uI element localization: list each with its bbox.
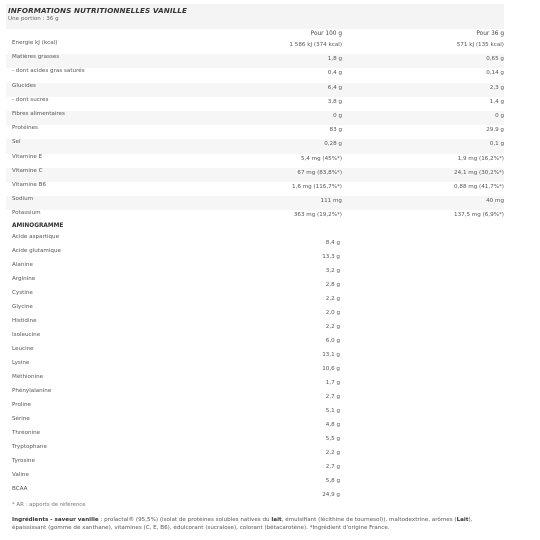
value-per100: 111 mg — [320, 198, 342, 205]
amino-label: Méthionine — [12, 374, 44, 380]
nutrition-row — [6, 182, 504, 196]
amino-value: 6,0 g — [325, 338, 340, 344]
amino-row — [6, 262, 340, 276]
amino-row — [6, 430, 340, 444]
value-per36: 0,88 mg (41,7%*) — [454, 184, 504, 190]
nutrition-row — [6, 111, 504, 125]
amino-row — [6, 332, 340, 346]
amino-label: Cystine — [12, 290, 33, 296]
value-per100: 0 g — [333, 113, 342, 119]
nutrition-row — [6, 97, 504, 111]
nutrient-label: - dont sucres — [12, 96, 49, 103]
amino-value: 3,2 g — [325, 268, 340, 274]
nutrition-row — [6, 40, 504, 54]
amino-label: Histidine — [12, 318, 37, 324]
amino-label: Glycine — [12, 304, 33, 310]
amino-label: Tyrosine — [12, 458, 35, 464]
amino-row — [6, 388, 340, 402]
value-per100: 1,6 mg (116,7%*) — [292, 184, 342, 190]
value-per100: 3,8 g — [327, 98, 342, 105]
nutrition-row — [6, 154, 504, 168]
value-per100: 1 586 kJ (374 kcal) — [289, 42, 342, 48]
amino-value: 2,2 g — [325, 296, 340, 302]
ingredients-part: ), — [468, 517, 473, 523]
amino-label: Lysine — [12, 360, 30, 366]
amino-row — [6, 486, 340, 500]
nutrition-row — [6, 139, 504, 153]
value-per100: 67 mg (83,8%*) — [297, 169, 342, 176]
amino-value: 2,7 g — [325, 464, 340, 470]
column-header-per100: Pour 100 g — [310, 31, 342, 37]
amino-label: Proline — [12, 402, 31, 408]
serving-size: Une portion : 36 g — [8, 16, 59, 22]
nutrient-label: Vitamine B6 — [12, 182, 47, 188]
amino-label: Valine — [12, 472, 29, 478]
amino-row — [6, 276, 340, 290]
footnote: * AR : apports de référence — [12, 502, 86, 508]
amino-row — [6, 360, 340, 374]
value-per36: 40 mg — [486, 198, 504, 205]
amino-label: Alanine — [12, 262, 33, 268]
amino-label: Arginine — [12, 276, 36, 282]
ingredients-part: épaississant (gomme de xanthane), vitamines (C, E, B6), édulcorant (sucralose), colorant (bêtacarotène). *Ingrédient d'origine France. — [12, 525, 390, 531]
nutrition-row — [6, 210, 504, 224]
amino-row — [6, 374, 340, 388]
amino-value: 24,9 g — [322, 492, 340, 498]
nutrition-row — [6, 125, 504, 139]
amino-value: 2,8 g — [325, 282, 340, 288]
page-title: INFORMATIONS NUTRITIONNELLES VANILLE — [8, 6, 187, 15]
amino-row — [6, 346, 340, 360]
amino-label: Sérine — [12, 416, 30, 422]
amino-row — [6, 458, 340, 472]
amino-row — [6, 234, 340, 248]
amino-value: 13,1 g — [322, 352, 340, 358]
amino-row — [6, 402, 340, 416]
nutrient-label: Matières grasses — [12, 54, 60, 61]
value-per36: 2,3 g — [489, 84, 504, 91]
allergen-lait: lait — [271, 517, 282, 523]
nutrient-label: Vitamine C — [12, 167, 43, 174]
value-per36: 0,1 g — [489, 141, 504, 148]
ingredients-text — [12, 516, 502, 532]
amino-label: Phénylalanine — [12, 388, 52, 394]
nutrient-label: Sel — [12, 139, 21, 146]
amino-value: 2,2 g — [325, 450, 340, 456]
amino-row — [6, 304, 340, 318]
value-per100: 83 g — [329, 127, 342, 134]
amino-value: 2,2 g — [325, 324, 340, 330]
amino-value: 8,4 g — [325, 240, 340, 246]
amino-row — [6, 472, 340, 486]
value-per36: 0,14 g — [486, 70, 504, 77]
nutrient-label: Potassium — [12, 210, 41, 217]
amino-value: 13,3 g — [322, 254, 340, 260]
amino-row — [6, 416, 340, 430]
amino-value: 5,8 g — [325, 478, 340, 484]
value-per100: 1,8 g — [327, 56, 342, 63]
value-per36: 1,9 mg (16,2%*) — [457, 155, 504, 162]
amino-value: 2,0 g — [325, 310, 340, 316]
amino-row — [6, 318, 340, 332]
ingredients-heading: Ingrédients - saveur vanille — [12, 517, 99, 523]
nutrition-row — [6, 68, 504, 82]
value-per36: 0 g — [495, 113, 504, 119]
nutrition-header — [6, 4, 504, 29]
nutrition-row — [6, 196, 504, 210]
amino-label: Thréonine — [12, 430, 41, 436]
value-per36: 0,65 g — [486, 56, 504, 63]
amino-value: 1,7 g — [325, 380, 340, 386]
amino-label: Acide aspartique — [12, 234, 60, 240]
value-per100: 5,4 mg (45%*) — [300, 155, 342, 162]
aminogramme-title: AMINOGRAMME — [12, 223, 64, 229]
amino-row — [6, 248, 340, 262]
amino-label: Leucine — [12, 346, 34, 352]
amino-value: 5,5 g — [325, 436, 340, 442]
amino-value: 2,7 g — [325, 394, 340, 400]
nutrient-label: Protéines — [12, 125, 38, 132]
value-per36: 571 kJ (135 kcal) — [456, 42, 504, 48]
allergen-lait: Lait — [456, 517, 469, 523]
nutrition-row — [6, 83, 504, 97]
amino-value: 10,6 g — [322, 366, 340, 372]
amino-label: Tryptophane — [12, 444, 47, 450]
ingredients-part: : prolactal® (95,5%) (isolat de protéines solubles natives du — [98, 517, 272, 523]
amino-row — [6, 444, 340, 458]
value-per36: 24,1 mg (30,2%*) — [454, 169, 504, 176]
value-per36: 29,9 g — [486, 127, 504, 134]
nutrient-label: Sodium — [12, 196, 34, 203]
amino-row — [6, 290, 340, 304]
value-per100: 0,28 g — [324, 141, 342, 148]
nutrition-row — [6, 168, 504, 182]
value-per100: 0,4 g — [327, 70, 342, 77]
value-per36: 137,5 mg (6,9%*) — [454, 212, 504, 219]
nutrition-row — [6, 54, 504, 68]
amino-label: Isoleucine — [12, 332, 41, 338]
nutrient-label: - dont acides gras saturés — [12, 68, 85, 75]
value-per36: 1,4 g — [489, 98, 504, 105]
amino-value: 5,1 g — [325, 408, 340, 414]
nutrient-label: Fibres alimentaires — [12, 111, 65, 117]
nutrient-label: Vitamine E — [12, 153, 43, 160]
value-per100: 363 mg (19,2%*) — [293, 212, 342, 219]
nutrient-label: Energie kJ (kcal) — [12, 40, 58, 46]
amino-label: BCAA — [12, 486, 28, 492]
amino-label: Acide glutamique — [12, 248, 61, 254]
ingredients-part: , émulsifiant (lécithine de tournesol)), maltodextrine, arômes ( — [281, 517, 457, 523]
amino-value: 4,8 g — [325, 422, 340, 428]
value-per100: 6,4 g — [327, 84, 342, 91]
nutrient-label: Glucides — [12, 82, 36, 89]
column-header-per36: Pour 36 g — [476, 31, 504, 37]
